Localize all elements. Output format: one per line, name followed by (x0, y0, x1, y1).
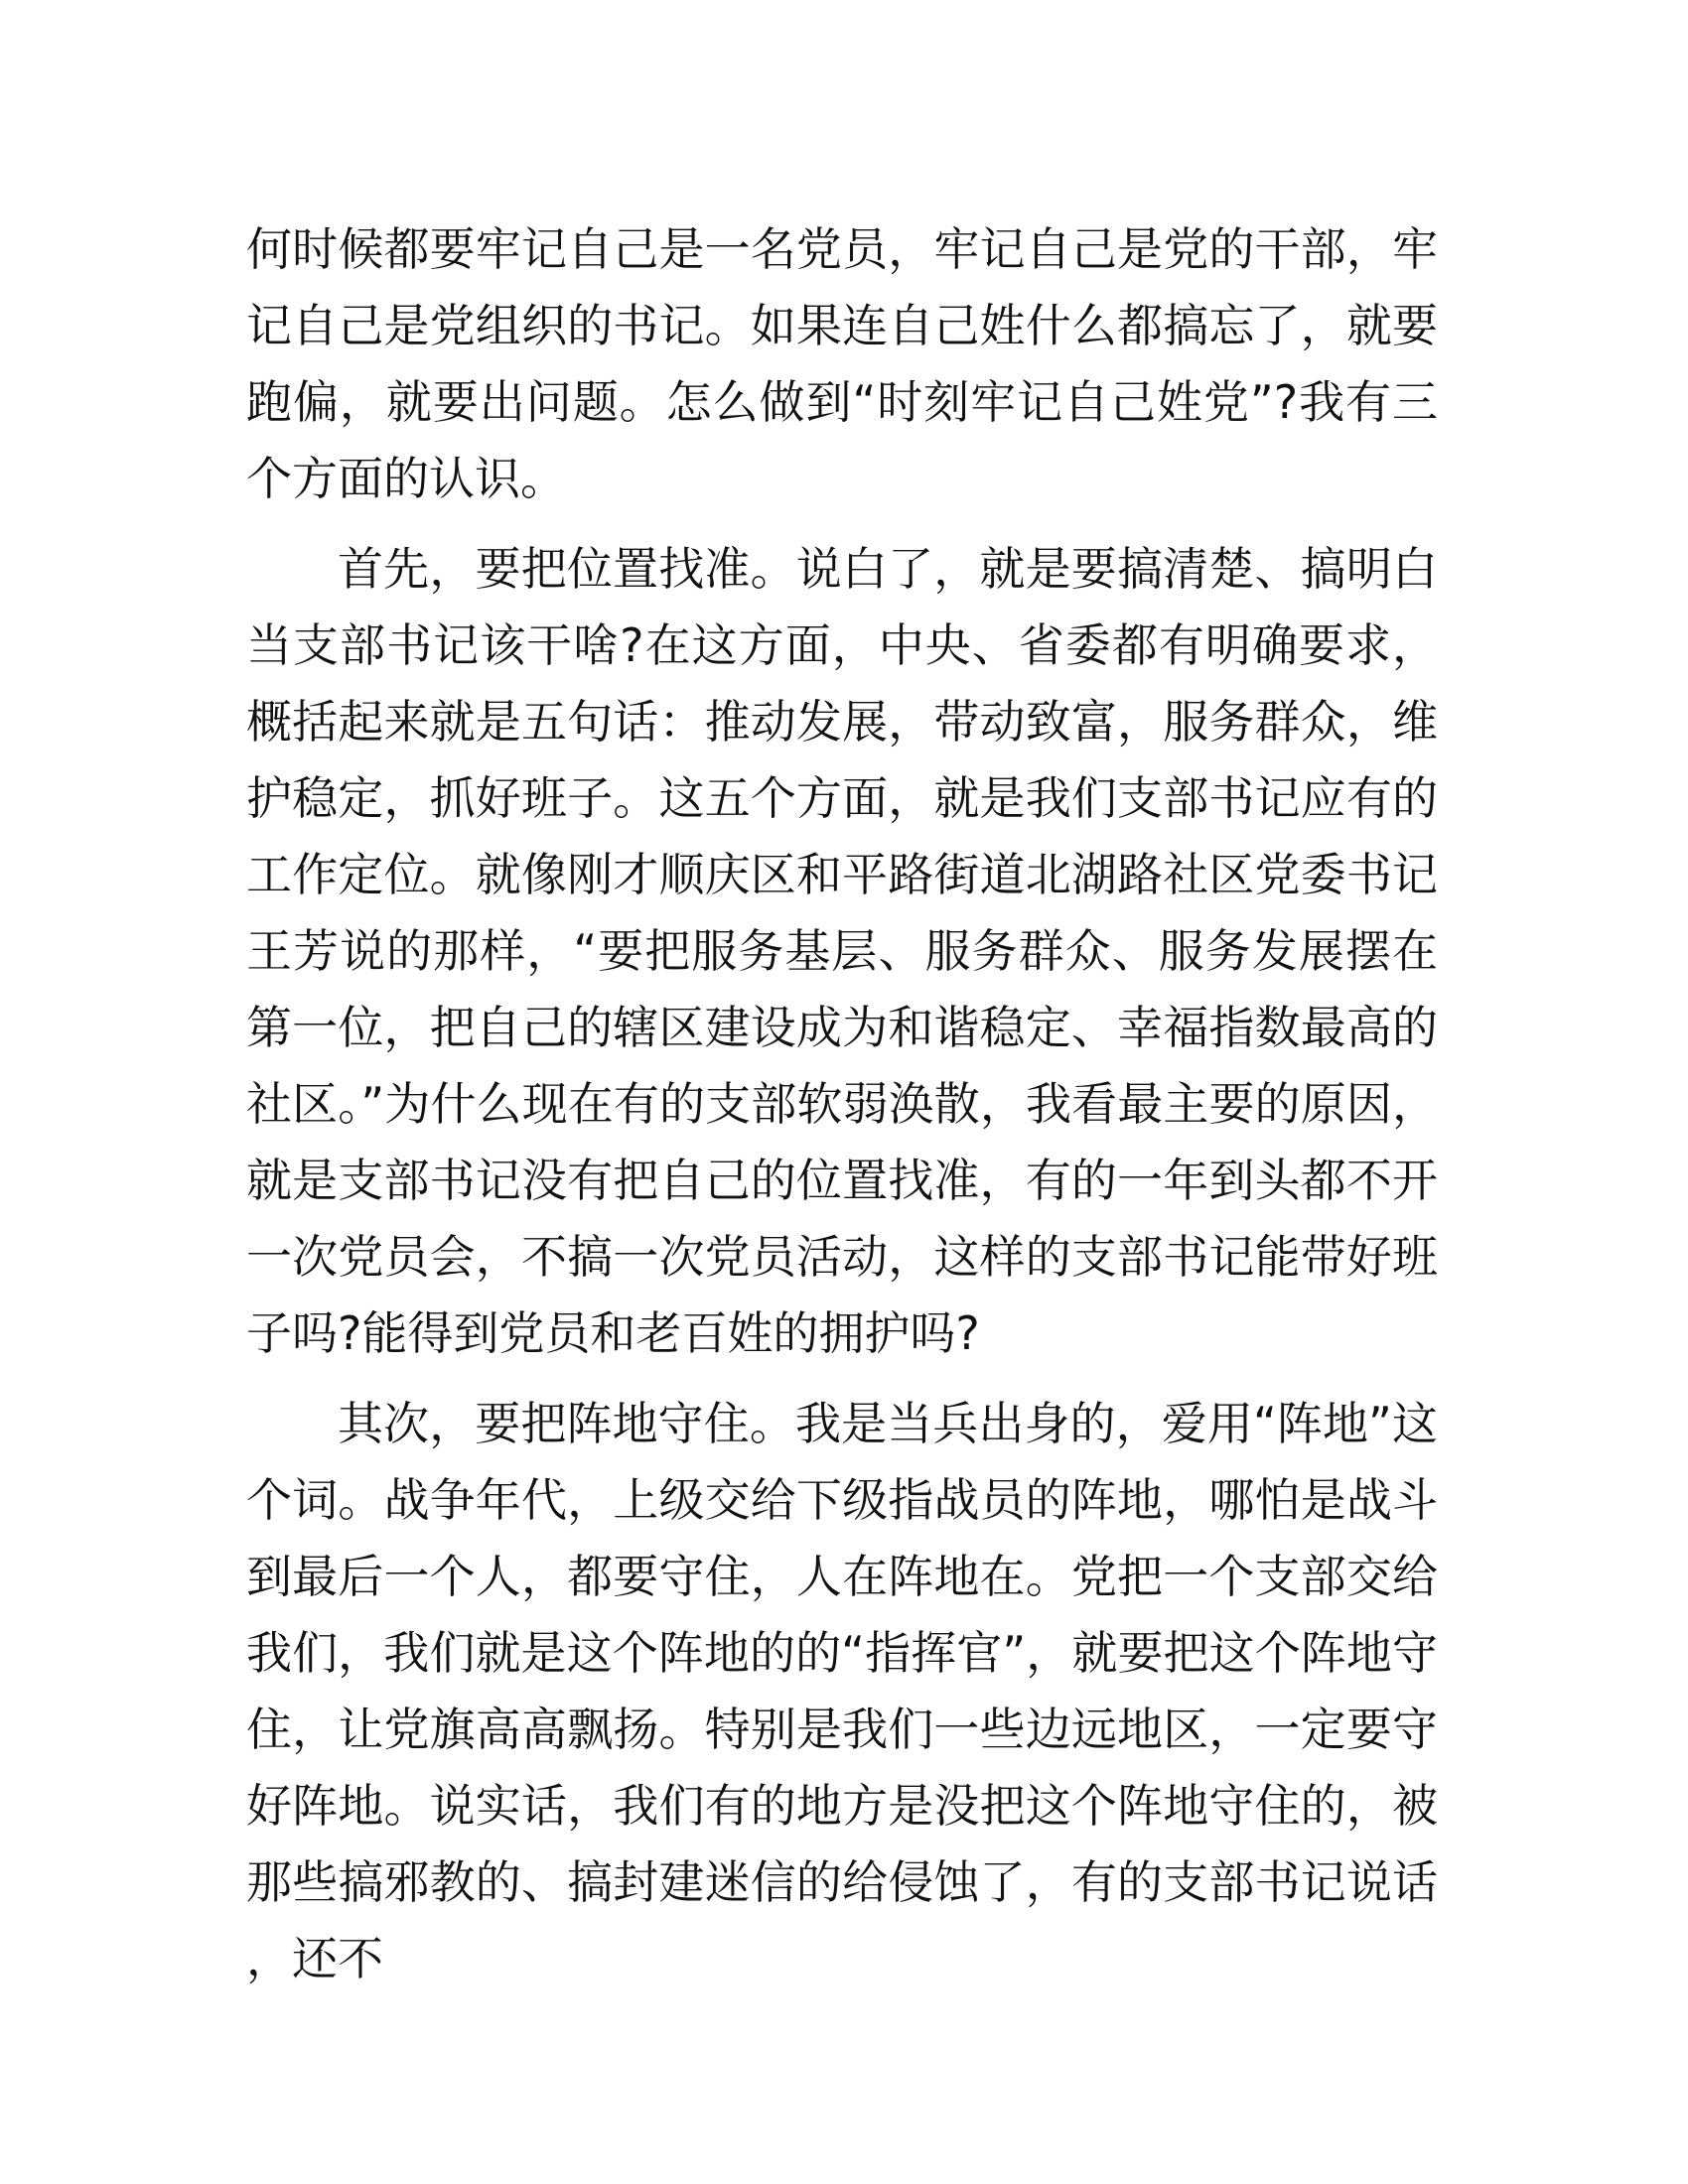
paragraph-continuation: 何时候都要牢记自己是一名党员，牢记自己是党的干部，牢记自己是党组织的书记。如果连自己姓什么都搞忘了，就要跑偏，就要出问题。怎么做到“时刻牢记自己姓党”?我有三个方面的认识。 (246, 222, 1438, 505)
body-text (246, 211, 1438, 1997)
paragraph-position: 首先，要把位置找准。说白了，就是要搞清楚、搞明白当支部书记该干啥?在这方面，中央、省委都有明确要求，概括起来就是五句话：推动发展，带动致富，服务群众，维护稳定，抓好班子。这五个方面，就是我们支部书记应有的工作定位。就像刚才顺庆区和平路街道北湖路社区党委书记王芳说的那样，“要把服务基层、服务群众、服务发展摆在第一位，把自己的辖区建设成为和谐稳定、幸福指数最高的社区。”为什么现在有的支部软弱涣散，我看最主要的原因，就是支部书记没有把自己的位置找准，有的一年到头都不开一次党员会，不搞一次党员活动，这样的支部书记能带好班子吗?能得到党员和老百姓的拥护吗? (246, 542, 1438, 1360)
paragraph-front-line: 其次，要把阵地守住。我是当兵出身的，爱用“阵地”这个词。战争年代，上级交给下级指战员的阵地，哪怕是战斗到最后一个人，都要守住，人在阵地在。党把一个支部交给我们，我们就是这个阵地的的“指挥官”，就要把这个阵地守住，让党旗高高飘扬。特别是我们一些边远地区，一定要守好阵地。说实话，我们有的地方是没把这个阵地守住的，被那些搞邪教的、搞封建迷信的给侵蚀了，有的支部书记说话，还不 (246, 1397, 1438, 1985)
